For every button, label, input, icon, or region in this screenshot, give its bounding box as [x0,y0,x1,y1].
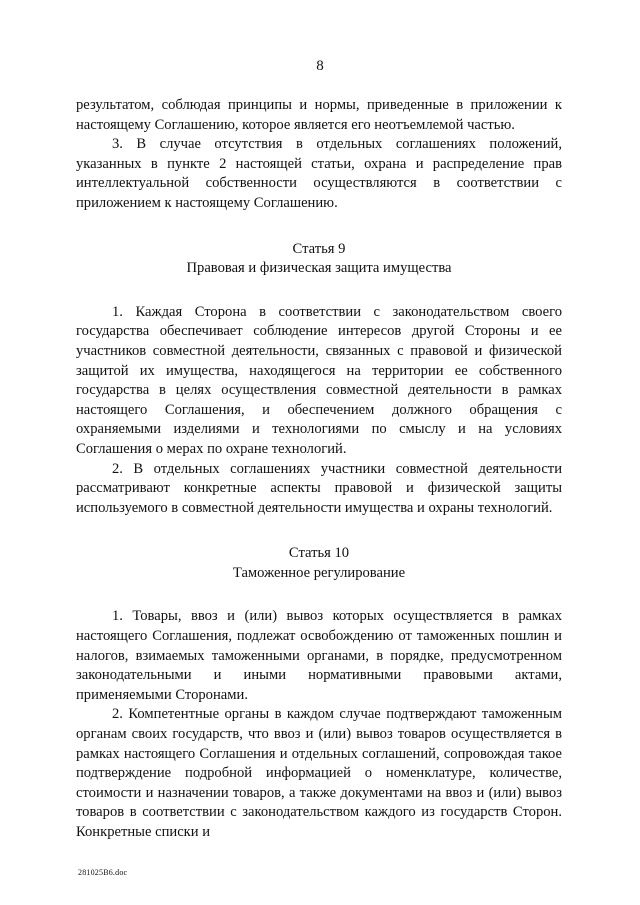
article9-paragraph-2: 2. В отдельных соглашениях участники совместной деятельности рассматривают конкретные аспекты правовой и физической защиты используемого в совместной деятельности имущества и охраны технологий. [76,460,562,516]
article10-paragraph-1: 1. Товары, ввоз и (или) вывоз которых осуществляется в рамках настоящего Соглашения, подлежат освобождению от таможенных пошлин и налогов, взимаемых таможенными органами, в порядке, предусмотренном законодательными и иными нормативными правовыми актами, применяемыми Сторонами. [76,608,562,703]
article10-heading: Статья 10 [288,545,350,562]
article9-paragraph-1: 1. Каждая Сторона в соответствии с законодательством своего государства обеспечивает соблюдение интересов другой Стороны и ее участников совместной деятельности, связанных с правовой и физической защитой их имущества, находящегося на территории ее собственного государства в целях осуществления совместной деятельности в рамках настоящего Соглашения, и обеспечением должного обращения с охраняемыми изделиями и технологиями по смыслу и на условиях Соглашения о мерах по охране технологий. [76,303,562,457]
article9-title: Правовая и физическая защита имущества [186,260,452,277]
document-body [76,96,562,843]
article10-paragraph-2: 2. Компетентные органы в каждом случае подтверждают таможенным органам своих государств, что ввоз и (или) вывоз товаров осуществляется в рамках настоящего Соглашения и отдельных соглашений, сопровождая такое подтверждение подробной информацией о номенклатуре, количестве, стоимости и назначении товаров, а также документами на ввоз и (или) вывоз товаров в соответствии с законодательством каждого из государств Сторон. Конкретные списки и [76,706,562,840]
article8-paragraph-3: 3. В случае отсутствия в отдельных соглашениях положений, указанных в пункте 2 настоящей статьи, охрана и распределение прав интеллектуальной собственности осуществляются в соответствии с приложением к настоящему Соглашению. [76,136,562,211]
article9-heading: Статья 9 [292,240,346,257]
footer-filename: 281025B6.doc [78,868,128,877]
article10-title: Таможенное регулирование [232,564,406,581]
page-number: 8 [316,58,324,74]
continuation-paragraph: результатом, соблюдая принципы и нормы, приведенные в приложении к настоящему Соглашению, которое является его неотъемлемой частью. [76,97,562,133]
